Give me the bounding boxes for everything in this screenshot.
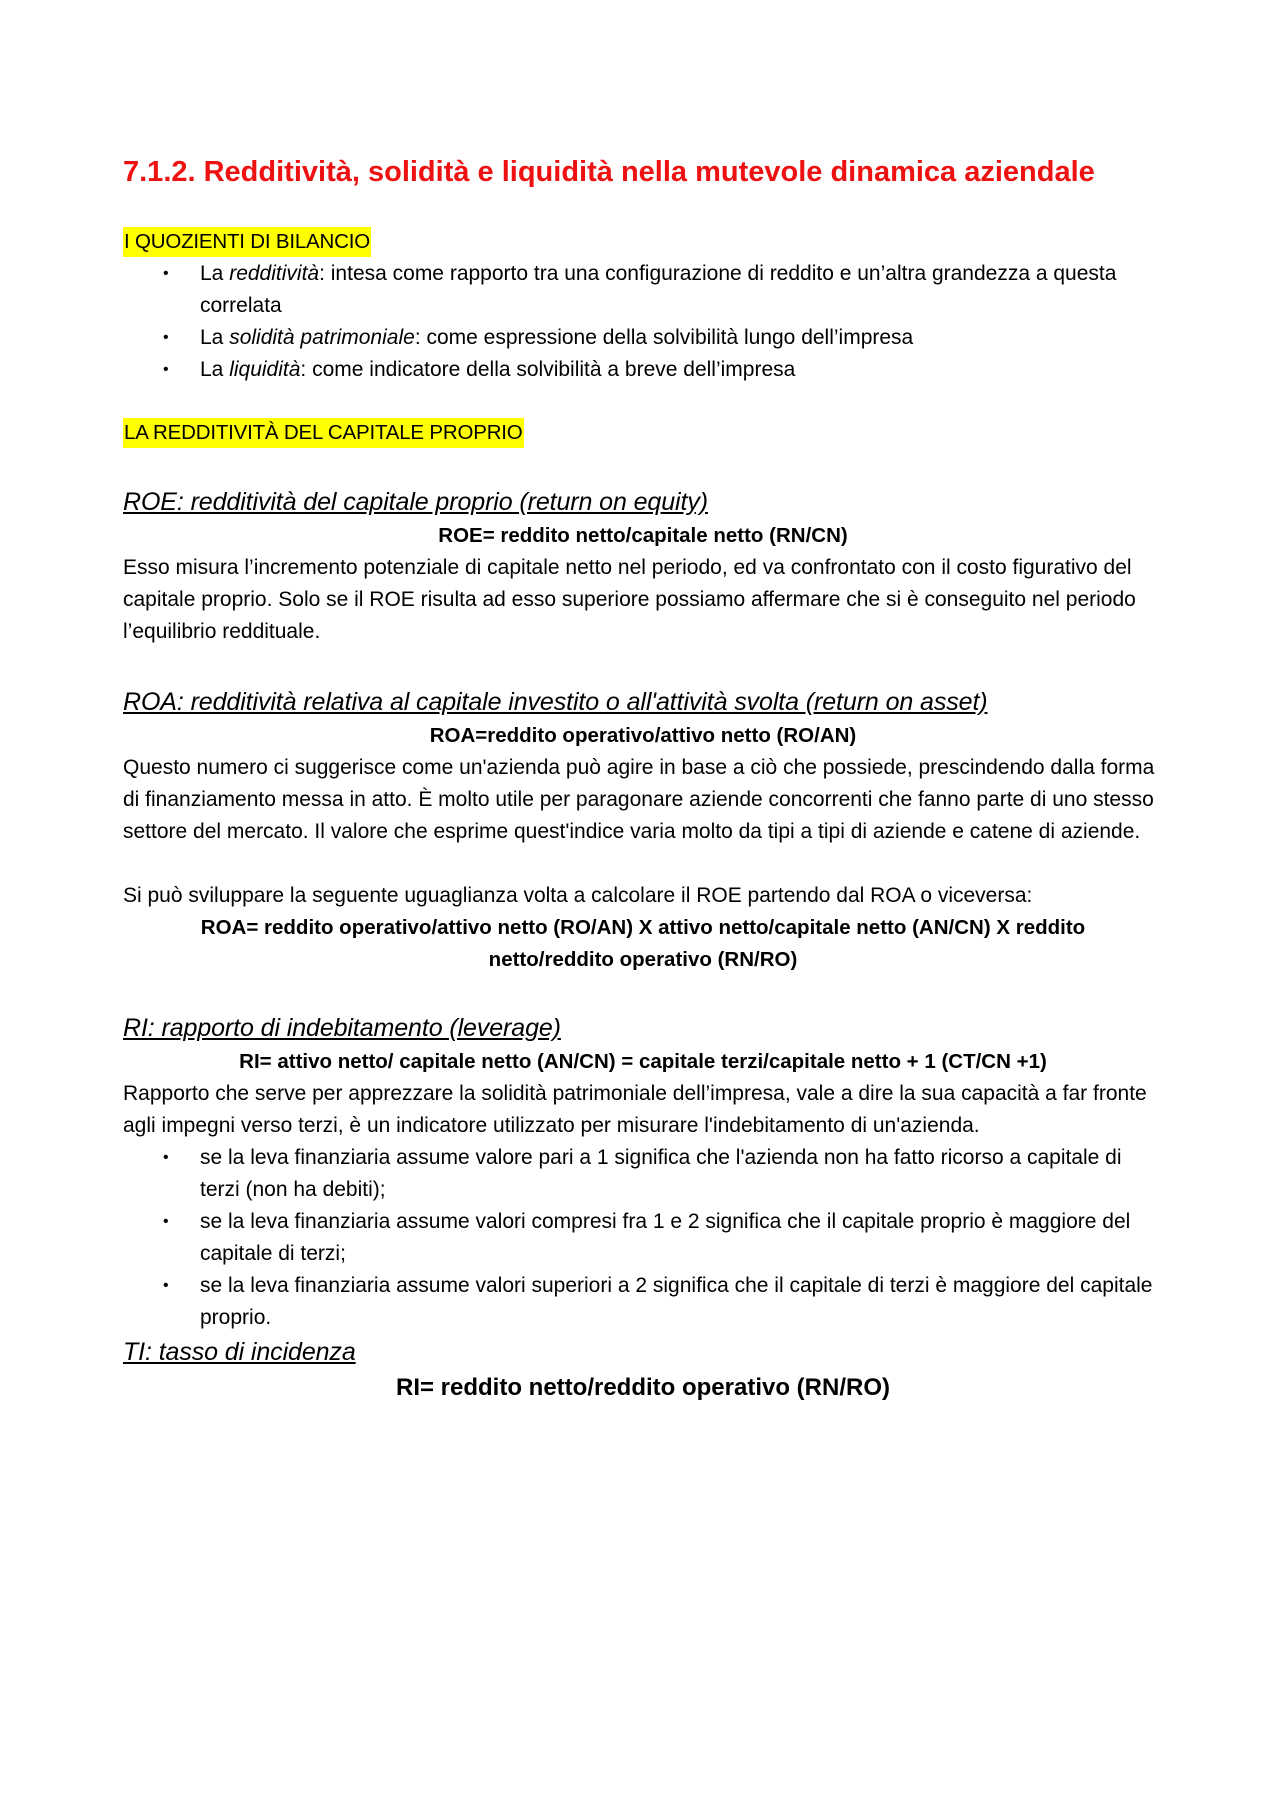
- roe-heading: ROE: redditività del capitale proprio (return on equity): [123, 488, 708, 516]
- term-solidita: solidità patrimoniale: [229, 326, 415, 349]
- ti-heading: TI: tasso di incidenza: [123, 1338, 356, 1366]
- roa-formula: ROA=reddito operativo/attivo netto (RO/AN): [429, 724, 857, 747]
- page-title: 7.1.2. Redditività, solidità e liquidità nella mutevole dinamica aziendale: [123, 156, 1095, 188]
- section-redditivita: [123, 417, 1163, 449]
- ri-formula: RI= attivo netto/ capitale netto (AN/CN) = capitale terzi/capitale netto + 1 (CT/CN +1): [239, 1050, 1047, 1073]
- document-content: [123, 152, 1163, 1406]
- bullet-icon: •: [163, 1149, 169, 1166]
- list-item: • La liquidità: come indicatore della solvibilità a breve dell’impresa: [123, 354, 1163, 386]
- roa-description: Questo numero ci suggerisce come un'azienda può agire in base a ciò che possiede, prescindendo dalla forma di finanziamento messa in atto. È molto utile per paragonare aziende concorrenti che fanno parte di uno stesso settore del mercato. Il valore che esprime quest'indice varia molto da tipi a tipi di aziende e catene di aziende.: [123, 756, 1155, 843]
- roe-description: Esso misura l’incremento potenziale di capitale netto nel periodo, ed va confrontato con il costo figurativo del capitale proprio. Solo se il ROE risulta ad esso superiore possiamo affermare che si è conseguito nel periodo l’equilibrio reddituale.: [123, 556, 1136, 643]
- bullet-icon: •: [163, 329, 169, 346]
- bullet-icon: •: [163, 1277, 169, 1294]
- bullet-icon: •: [163, 361, 169, 378]
- list-item: • La solidità patrimoniale: come espressione della solvibilità lungo dell’impresa: [123, 322, 1163, 354]
- list-item: • se la leva finanziaria assume valori superiori a 2 significa che il capitale di terzi è maggiore del capitale proprio.: [123, 1270, 1163, 1334]
- ri-description: Rapporto che serve per apprezzare la solidità patrimoniale dell’impresa, vale a dire la sua capacità a far fronte agli impegni verso terzi, è un indicatore utilizzato per misurare l'indebitamento di un'azienda.: [123, 1082, 1147, 1137]
- roa-heading: ROA: redditività relativa al capitale investito o all'attività svolta (return on asset): [123, 688, 988, 716]
- section-quozienti: [123, 226, 1163, 258]
- bullet-icon: •: [163, 1213, 169, 1230]
- list-item: • La redditività: intesa come rapporto tra una configurazione di reddito e un’altra grandezza a questa correlata: [123, 258, 1163, 322]
- bullet-icon: •: [163, 265, 169, 282]
- term-redditivita: redditività: [229, 262, 320, 285]
- roe-formula: ROE= reddito netto/capitale netto (RN/CN): [438, 524, 848, 547]
- ti-formula: RI= reddito netto/reddito operativo (RN/RO): [395, 1374, 890, 1401]
- term-liquidita: liquidità: [229, 358, 301, 381]
- section-label-quozienti: I QUOZIENTI DI BILANCIO: [123, 227, 371, 257]
- ri-heading: RI: rapporto di indebitamento (leverage): [123, 1014, 561, 1042]
- uguaglianza-intro: Si può sviluppare la seguente uguaglianza volta a calcolare il ROE partendo dal ROA o viceversa:: [123, 884, 1033, 907]
- section-label-redditivita: LA REDDITIVITÀ DEL CAPITALE PROPRIO: [123, 418, 524, 448]
- list-item: • se la leva finanziaria assume valore pari a 1 significa che l'azienda non ha fatto ricorso a capitale di terzi (non ha debiti);: [123, 1142, 1163, 1206]
- leva-list: [123, 1142, 1163, 1334]
- list-item: • se la leva finanziaria assume valori compresi fra 1 e 2 significa che il capitale proprio è maggiore del capitale di terzi;: [123, 1206, 1163, 1270]
- quozienti-list: [123, 258, 1163, 386]
- uguaglianza-formula: ROA= reddito operativo/attivo netto (RO/AN) X attivo netto/capitale netto (AN/CN) X reddito netto/reddito operativo (RN/RO): [200, 916, 1086, 971]
